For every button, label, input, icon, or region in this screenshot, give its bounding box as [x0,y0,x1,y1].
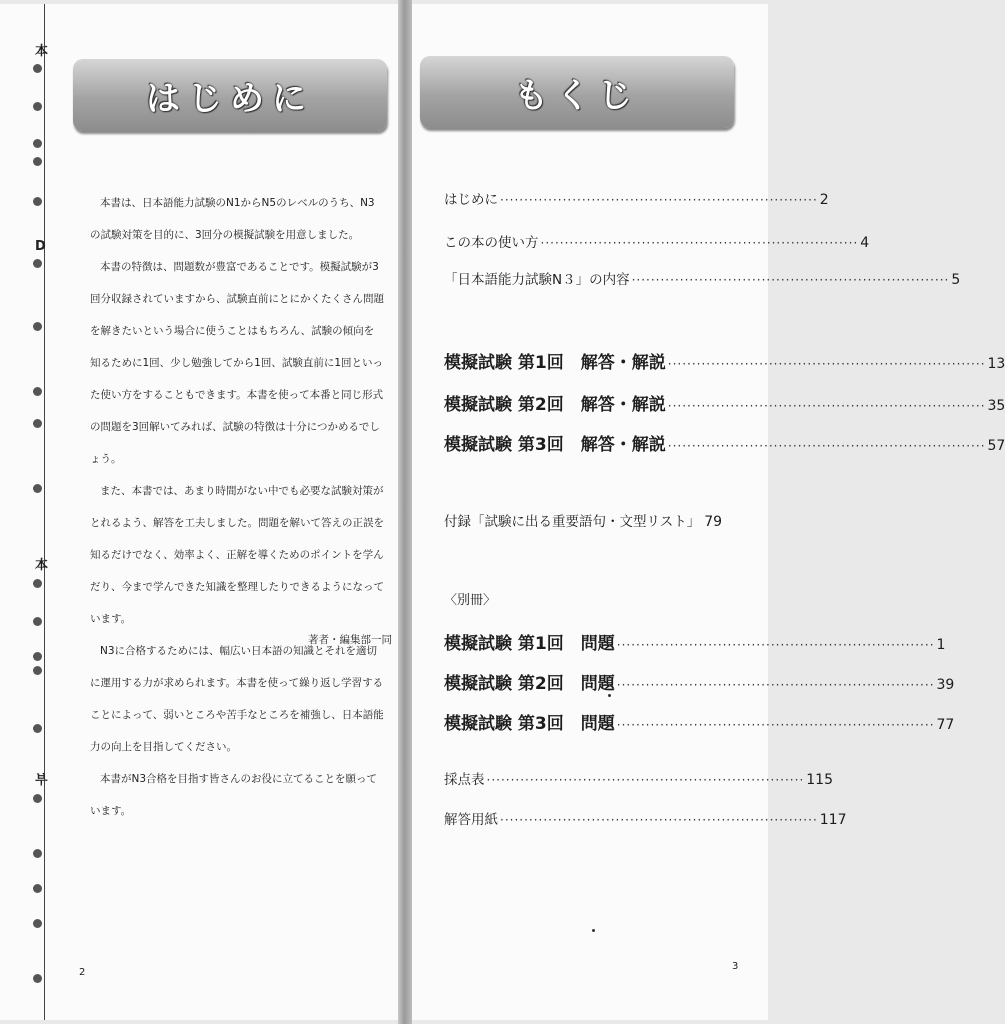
toc-entry[interactable]: 模擬試験 第3回 問題 ·································································· 77 [444,709,716,734]
thumb-dot [33,259,42,268]
toc-page: 39 [936,677,955,693]
toc-page: 115 [806,772,833,788]
page-number: 3 [732,961,739,972]
thumb-dot [33,64,42,73]
toc-entry[interactable]: 採点表 ·································································· 115 [444,768,716,788]
scan-speck [592,929,595,932]
page-title-banner [73,59,387,131]
page-title: はじめに [146,78,314,119]
thumb-tab: 本 [35,558,49,573]
thumb-dot [33,974,42,983]
toc-page: 13 [987,356,1005,372]
toc-title: 模擬試験 第1回 解答・解説 [444,353,666,373]
thumb-dot [33,849,42,858]
toc-title: 模擬試験 第3回 解答・解説 [444,435,666,455]
left-page [0,4,398,1020]
thumb-dot [33,139,42,148]
bessatsu-label: 〈別冊〉 [444,593,497,608]
toc-entry[interactable]: はじめに ·································································· 2 [444,188,716,208]
toc-title: 模擬試験 第2回 問題 [444,674,615,694]
toc-title: 模擬試験 第1回 問題 [444,634,615,654]
paragraph: 本書がN3合格を目指す皆さんのお役に立てることを願っています。 [90,773,378,817]
toc-entry[interactable]: 模擬試験 第3回 解答・解説 ·································································· 57 [444,430,716,455]
thumb-dot [33,794,42,803]
thumb-dot [33,919,42,928]
toc-title: 付録「試験に出る重要語句・文型リスト」 [444,514,701,530]
toc-page: 57 [987,438,1005,454]
byline: 著者・編集部一同 [308,634,392,646]
thumb-dot [33,387,42,396]
paragraph: 本書は、日本語能力試験のN1からN5のレベルのうち、N3の試験対策を目的に、3回分の模擬試験を用意しました。 [90,197,375,241]
thumb-tab: 부 [35,773,48,788]
toc-title: 採点表 [444,772,485,788]
toc-title: 模擬試験 第2回 解答・解説 [444,395,666,415]
toc-entry[interactable]: この本の使い方 ·································································· 4 [444,231,716,251]
thumb-dot [33,579,42,588]
thumb-tab: 本 [35,44,49,59]
toc-title: 模擬試験 第3回 問題 [444,714,615,734]
toc-page: 35 [987,398,1005,414]
toc-entry[interactable]: 解答用紙 ·································································· 117 [444,808,716,828]
toc-page: 117 [819,812,847,828]
toc-page: 5 [951,272,961,288]
toc-entry[interactable]: 模擬試験 第1回 問題 ·································································· 1 [444,629,716,654]
toc-entry[interactable]: 模擬試験 第2回 問題 ·································································· 39 [444,669,716,694]
thumb-dot [33,484,42,493]
toc-title: この本の使い方 [444,235,539,251]
preface-body [90,187,384,827]
thumb-dot [33,197,42,206]
thumb-dot [33,652,42,661]
scan-speck [608,694,611,697]
thumb-dot [33,724,42,733]
toc-entry[interactable]: 模擬試験 第1回 解答・解説 ·································································· 13 [444,348,716,373]
toc-page: 77 [936,717,955,733]
toc-entry[interactable]: 模擬試験 第2回 解答・解説 ·································································· 35 [444,390,716,415]
toc-title: 「日本語能力試験N３」の内容 [444,272,630,288]
thumb-dot [33,322,42,331]
thumb-dot [33,157,42,166]
page-number: 2 [79,967,86,978]
toc-entry[interactable]: 「日本語能力試験N３」の内容 ·································································· 5 [444,268,716,288]
thumb-index-strip [0,4,49,1020]
page-title-banner [420,56,734,128]
toc-title: はじめに [444,192,498,208]
thumb-dot [33,617,42,626]
thumb-dot [33,419,42,428]
toc-page: 1 [936,637,946,653]
thumb-dot [33,666,42,675]
toc-page: 2 [819,192,829,208]
paragraph: 本書の特徴は、問題数が豊富であることです。模擬試験が3回分収録されていますから、試験直前にとにかくたくさん問題を解きたいという場合に使うことはもちろん、試験の傾向を知るために1回、少し勉強してから1回、試験直前に1回といった使い方をすることもできます。本書を使って本番と同じ形式の問題を3回解いてみれば、試験の特徴は十分につかめるでしょう。 [90,261,384,465]
book-gutter [398,0,412,1024]
thumb-tab: D [35,239,46,254]
page-title: もくじ [514,75,640,116]
toc-title: 解答用紙 [444,812,498,828]
paragraph: また、本書では、あまり時間がない中でも必要な試験対策がとれるよう、解答を工夫しました。問題を解いて答えの正誤を知るだけでなく、効率よく、正解を導くためのポイントを学んだり、今まで学んできた知識を整理したりできるようになっています。 [90,485,384,625]
toc-entry[interactable] [444,510,723,530]
right-page [412,4,1005,1020]
toc-page: 4 [860,235,870,251]
paragraph: N3に合格するためには、幅広い日本語の知識とそれを適切に運用する力が求められます。本書を使って繰り返し学習することによって、弱いところや苦手なところを補強し、日本語能力の向上を目指してください。 [90,645,384,753]
toc-page: 79 [704,514,723,530]
thumb-dot [33,884,42,893]
thumb-dot [33,102,42,111]
